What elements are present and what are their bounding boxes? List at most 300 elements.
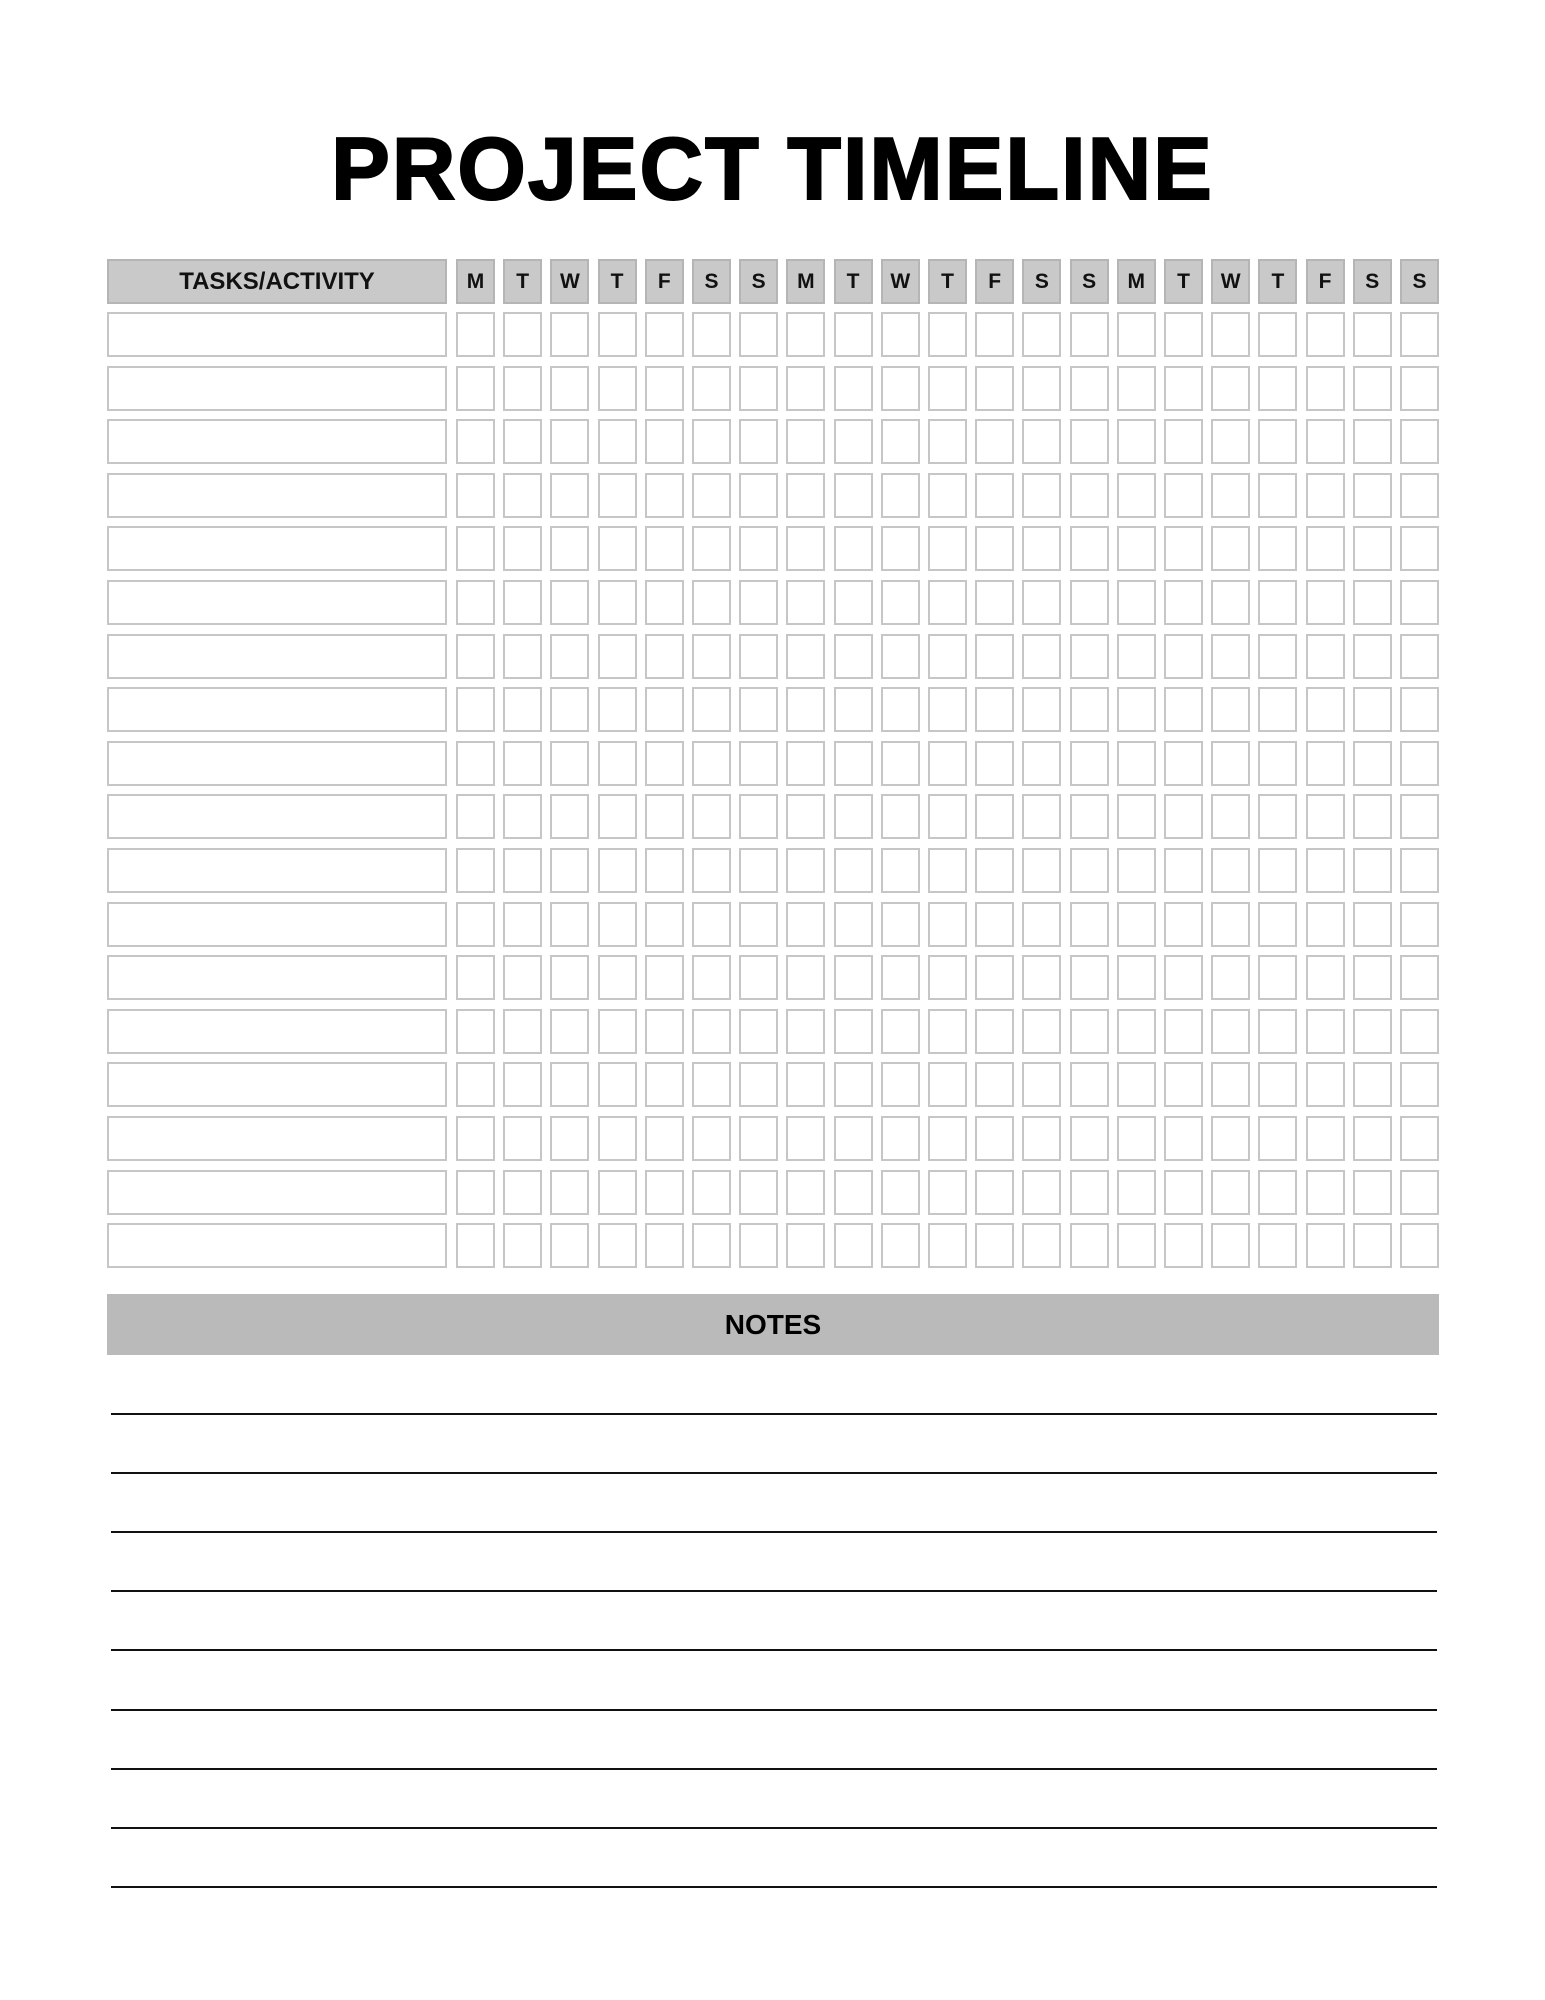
day-checkbox[interactable] — [739, 902, 778, 947]
day-checkbox[interactable] — [692, 366, 731, 411]
day-checkbox[interactable] — [739, 473, 778, 518]
day-checkbox[interactable] — [1117, 526, 1156, 571]
day-checkbox[interactable] — [1400, 634, 1439, 679]
day-checkbox[interactable] — [503, 634, 542, 679]
day-checkbox[interactable] — [1211, 1009, 1250, 1054]
day-checkbox[interactable] — [456, 1170, 495, 1215]
task-input[interactable] — [107, 526, 447, 571]
day-checkbox[interactable] — [550, 902, 589, 947]
day-checkbox[interactable] — [456, 1223, 495, 1268]
day-checkbox[interactable] — [645, 312, 684, 357]
day-checkbox[interactable] — [645, 848, 684, 893]
day-checkbox[interactable] — [645, 687, 684, 732]
note-line[interactable] — [111, 1768, 1437, 1770]
task-input[interactable] — [107, 366, 447, 411]
day-checkbox[interactable] — [1258, 473, 1297, 518]
day-checkbox[interactable] — [1400, 1223, 1439, 1268]
day-checkbox[interactable] — [1258, 687, 1297, 732]
day-checkbox[interactable] — [550, 526, 589, 571]
day-checkbox[interactable] — [975, 1223, 1014, 1268]
day-checkbox[interactable] — [1117, 1062, 1156, 1107]
day-checkbox[interactable] — [550, 741, 589, 786]
day-checkbox[interactable] — [645, 1062, 684, 1107]
day-checkbox[interactable] — [1070, 1223, 1109, 1268]
day-checkbox[interactable] — [739, 955, 778, 1000]
day-checkbox[interactable] — [598, 1009, 637, 1054]
day-checkbox[interactable] — [692, 1223, 731, 1268]
day-checkbox[interactable] — [975, 848, 1014, 893]
day-checkbox[interactable] — [1022, 1223, 1061, 1268]
day-checkbox[interactable] — [975, 955, 1014, 1000]
task-input[interactable] — [107, 687, 447, 732]
day-checkbox[interactable] — [786, 1223, 825, 1268]
day-checkbox[interactable] — [598, 1062, 637, 1107]
day-checkbox[interactable] — [1353, 848, 1392, 893]
day-checkbox[interactable] — [598, 366, 637, 411]
day-checkbox[interactable] — [1211, 848, 1250, 893]
task-input[interactable] — [107, 955, 447, 1000]
day-checkbox[interactable] — [550, 634, 589, 679]
day-checkbox[interactable] — [1022, 955, 1061, 1000]
note-line[interactable] — [111, 1413, 1437, 1415]
day-checkbox[interactable] — [692, 473, 731, 518]
day-checkbox[interactable] — [503, 1009, 542, 1054]
day-checkbox[interactable] — [881, 1009, 920, 1054]
task-input[interactable] — [107, 1062, 447, 1107]
day-checkbox[interactable] — [1306, 687, 1345, 732]
day-checkbox[interactable] — [928, 794, 967, 839]
day-checkbox[interactable] — [1400, 794, 1439, 839]
day-checkbox[interactable] — [1164, 1116, 1203, 1161]
day-checkbox[interactable] — [1400, 687, 1439, 732]
day-checkbox[interactable] — [881, 955, 920, 1000]
day-checkbox[interactable] — [739, 580, 778, 625]
day-checkbox[interactable] — [1258, 1009, 1297, 1054]
task-input[interactable] — [107, 902, 447, 947]
day-checkbox[interactable] — [550, 955, 589, 1000]
note-line[interactable] — [111, 1827, 1437, 1829]
day-checkbox[interactable] — [550, 1116, 589, 1161]
day-checkbox[interactable] — [928, 312, 967, 357]
day-checkbox[interactable] — [550, 1223, 589, 1268]
day-checkbox[interactable] — [692, 1009, 731, 1054]
day-checkbox[interactable] — [786, 312, 825, 357]
day-checkbox[interactable] — [881, 312, 920, 357]
day-checkbox[interactable] — [550, 473, 589, 518]
day-checkbox[interactable] — [1258, 1116, 1297, 1161]
day-checkbox[interactable] — [692, 955, 731, 1000]
day-checkbox[interactable] — [456, 526, 495, 571]
note-line[interactable] — [111, 1709, 1437, 1711]
day-checkbox[interactable] — [645, 419, 684, 464]
day-checkbox[interactable] — [1306, 1223, 1345, 1268]
day-checkbox[interactable] — [692, 526, 731, 571]
day-checkbox[interactable] — [692, 848, 731, 893]
day-checkbox[interactable] — [1258, 794, 1297, 839]
day-checkbox[interactable] — [739, 366, 778, 411]
day-checkbox[interactable] — [1211, 1223, 1250, 1268]
day-checkbox[interactable] — [550, 366, 589, 411]
day-checkbox[interactable] — [928, 1116, 967, 1161]
day-checkbox[interactable] — [1306, 1062, 1345, 1107]
day-checkbox[interactable] — [550, 1062, 589, 1107]
day-checkbox[interactable] — [1117, 794, 1156, 839]
day-checkbox[interactable] — [1070, 1116, 1109, 1161]
day-checkbox[interactable] — [503, 902, 542, 947]
day-checkbox[interactable] — [1353, 312, 1392, 357]
day-checkbox[interactable] — [598, 1116, 637, 1161]
day-checkbox[interactable] — [1070, 366, 1109, 411]
day-checkbox[interactable] — [1258, 848, 1297, 893]
day-checkbox[interactable] — [1022, 366, 1061, 411]
day-checkbox[interactable] — [1353, 1170, 1392, 1215]
day-checkbox[interactable] — [881, 1223, 920, 1268]
day-checkbox[interactable] — [928, 366, 967, 411]
day-checkbox[interactable] — [834, 848, 873, 893]
day-checkbox[interactable] — [1353, 366, 1392, 411]
day-checkbox[interactable] — [1022, 580, 1061, 625]
day-checkbox[interactable] — [645, 1116, 684, 1161]
day-checkbox[interactable] — [1353, 419, 1392, 464]
day-checkbox[interactable] — [456, 1009, 495, 1054]
day-checkbox[interactable] — [1211, 1062, 1250, 1107]
day-checkbox[interactable] — [834, 1223, 873, 1268]
day-checkbox[interactable] — [928, 1223, 967, 1268]
day-checkbox[interactable] — [1211, 473, 1250, 518]
day-checkbox[interactable] — [1070, 1170, 1109, 1215]
day-checkbox[interactable] — [928, 526, 967, 571]
day-checkbox[interactable] — [1353, 794, 1392, 839]
day-checkbox[interactable] — [692, 312, 731, 357]
day-checkbox[interactable] — [1353, 955, 1392, 1000]
day-checkbox[interactable] — [1211, 741, 1250, 786]
day-checkbox[interactable] — [1306, 902, 1345, 947]
day-checkbox[interactable] — [1117, 955, 1156, 1000]
day-checkbox[interactable] — [834, 687, 873, 732]
day-checkbox[interactable] — [503, 741, 542, 786]
day-checkbox[interactable] — [1211, 902, 1250, 947]
task-input[interactable] — [107, 794, 447, 839]
note-line[interactable] — [111, 1649, 1437, 1651]
day-checkbox[interactable] — [456, 741, 495, 786]
day-checkbox[interactable] — [786, 473, 825, 518]
day-checkbox[interactable] — [834, 1062, 873, 1107]
day-checkbox[interactable] — [975, 1062, 1014, 1107]
task-input[interactable] — [107, 312, 447, 357]
day-checkbox[interactable] — [456, 634, 495, 679]
day-checkbox[interactable] — [692, 1170, 731, 1215]
day-checkbox[interactable] — [834, 902, 873, 947]
day-checkbox[interactable] — [1400, 848, 1439, 893]
day-checkbox[interactable] — [645, 473, 684, 518]
day-checkbox[interactable] — [456, 794, 495, 839]
day-checkbox[interactable] — [1258, 312, 1297, 357]
day-checkbox[interactable] — [503, 955, 542, 1000]
day-checkbox[interactable] — [1400, 1170, 1439, 1215]
day-checkbox[interactable] — [1117, 634, 1156, 679]
day-checkbox[interactable] — [1400, 1116, 1439, 1161]
day-checkbox[interactable] — [1022, 1170, 1061, 1215]
day-checkbox[interactable] — [550, 580, 589, 625]
day-checkbox[interactable] — [1353, 473, 1392, 518]
day-checkbox[interactable] — [786, 902, 825, 947]
day-checkbox[interactable] — [1070, 312, 1109, 357]
day-checkbox[interactable] — [1306, 419, 1345, 464]
day-checkbox[interactable] — [739, 1223, 778, 1268]
day-checkbox[interactable] — [739, 312, 778, 357]
day-checkbox[interactable] — [1022, 794, 1061, 839]
day-checkbox[interactable] — [1400, 312, 1439, 357]
day-checkbox[interactable] — [975, 1009, 1014, 1054]
day-checkbox[interactable] — [1258, 419, 1297, 464]
day-checkbox[interactable] — [1211, 366, 1250, 411]
day-checkbox[interactable] — [881, 473, 920, 518]
day-checkbox[interactable] — [598, 794, 637, 839]
day-checkbox[interactable] — [692, 419, 731, 464]
day-checkbox[interactable] — [1022, 312, 1061, 357]
day-checkbox[interactable] — [1211, 1116, 1250, 1161]
day-checkbox[interactable] — [834, 1170, 873, 1215]
day-checkbox[interactable] — [928, 687, 967, 732]
day-checkbox[interactable] — [881, 794, 920, 839]
day-checkbox[interactable] — [834, 741, 873, 786]
day-checkbox[interactable] — [1070, 1009, 1109, 1054]
day-checkbox[interactable] — [739, 419, 778, 464]
day-checkbox[interactable] — [456, 312, 495, 357]
day-checkbox[interactable] — [786, 366, 825, 411]
day-checkbox[interactable] — [598, 1223, 637, 1268]
day-checkbox[interactable] — [928, 634, 967, 679]
day-checkbox[interactable] — [1164, 312, 1203, 357]
day-checkbox[interactable] — [1070, 526, 1109, 571]
day-checkbox[interactable] — [975, 1116, 1014, 1161]
day-checkbox[interactable] — [645, 794, 684, 839]
day-checkbox[interactable] — [1022, 1062, 1061, 1107]
day-checkbox[interactable] — [881, 419, 920, 464]
day-checkbox[interactable] — [881, 687, 920, 732]
day-checkbox[interactable] — [1211, 1170, 1250, 1215]
day-checkbox[interactable] — [1400, 1062, 1439, 1107]
day-checkbox[interactable] — [928, 848, 967, 893]
day-checkbox[interactable] — [834, 526, 873, 571]
task-input[interactable] — [107, 1009, 447, 1054]
day-checkbox[interactable] — [739, 794, 778, 839]
day-checkbox[interactable] — [550, 848, 589, 893]
day-checkbox[interactable] — [550, 312, 589, 357]
day-checkbox[interactable] — [1400, 366, 1439, 411]
day-checkbox[interactable] — [1353, 1009, 1392, 1054]
day-checkbox[interactable] — [1306, 473, 1345, 518]
day-checkbox[interactable] — [598, 634, 637, 679]
day-checkbox[interactable] — [503, 794, 542, 839]
day-checkbox[interactable] — [1400, 902, 1439, 947]
day-checkbox[interactable] — [975, 794, 1014, 839]
day-checkbox[interactable] — [975, 473, 1014, 518]
day-checkbox[interactable] — [1353, 1223, 1392, 1268]
day-checkbox[interactable] — [1306, 526, 1345, 571]
day-checkbox[interactable] — [786, 1170, 825, 1215]
day-checkbox[interactable] — [1164, 1170, 1203, 1215]
day-checkbox[interactable] — [598, 473, 637, 518]
day-checkbox[interactable] — [1258, 1170, 1297, 1215]
day-checkbox[interactable] — [1306, 955, 1345, 1000]
day-checkbox[interactable] — [975, 366, 1014, 411]
day-checkbox[interactable] — [1353, 1116, 1392, 1161]
day-checkbox[interactable] — [739, 848, 778, 893]
day-checkbox[interactable] — [598, 526, 637, 571]
day-checkbox[interactable] — [1353, 902, 1392, 947]
day-checkbox[interactable] — [1164, 580, 1203, 625]
day-checkbox[interactable] — [1306, 794, 1345, 839]
day-checkbox[interactable] — [1400, 1009, 1439, 1054]
note-line[interactable] — [111, 1472, 1437, 1474]
day-checkbox[interactable] — [503, 1223, 542, 1268]
day-checkbox[interactable] — [1353, 634, 1392, 679]
day-checkbox[interactable] — [550, 1009, 589, 1054]
day-checkbox[interactable] — [928, 419, 967, 464]
day-checkbox[interactable] — [975, 902, 1014, 947]
day-checkbox[interactable] — [1258, 526, 1297, 571]
day-checkbox[interactable] — [503, 366, 542, 411]
day-checkbox[interactable] — [881, 1116, 920, 1161]
day-checkbox[interactable] — [645, 1009, 684, 1054]
day-checkbox[interactable] — [1070, 848, 1109, 893]
day-checkbox[interactable] — [598, 687, 637, 732]
day-checkbox[interactable] — [1258, 634, 1297, 679]
day-checkbox[interactable] — [1022, 634, 1061, 679]
note-line[interactable] — [111, 1886, 1437, 1888]
day-checkbox[interactable] — [645, 1170, 684, 1215]
day-checkbox[interactable] — [645, 366, 684, 411]
day-checkbox[interactable] — [1117, 312, 1156, 357]
day-checkbox[interactable] — [786, 955, 825, 1000]
day-checkbox[interactable] — [1306, 634, 1345, 679]
day-checkbox[interactable] — [1022, 473, 1061, 518]
day-checkbox[interactable] — [1117, 580, 1156, 625]
day-checkbox[interactable] — [456, 848, 495, 893]
day-checkbox[interactable] — [1258, 741, 1297, 786]
day-checkbox[interactable] — [1117, 687, 1156, 732]
day-checkbox[interactable] — [1070, 1062, 1109, 1107]
day-checkbox[interactable] — [1306, 312, 1345, 357]
day-checkbox[interactable] — [975, 1170, 1014, 1215]
day-checkbox[interactable] — [786, 1062, 825, 1107]
day-checkbox[interactable] — [645, 1223, 684, 1268]
day-checkbox[interactable] — [598, 848, 637, 893]
note-line[interactable] — [111, 1531, 1437, 1533]
day-checkbox[interactable] — [1022, 902, 1061, 947]
day-checkbox[interactable] — [503, 1116, 542, 1161]
day-checkbox[interactable] — [928, 1009, 967, 1054]
day-checkbox[interactable] — [1070, 902, 1109, 947]
day-checkbox[interactable] — [975, 526, 1014, 571]
day-checkbox[interactable] — [1070, 687, 1109, 732]
day-checkbox[interactable] — [1353, 526, 1392, 571]
day-checkbox[interactable] — [928, 902, 967, 947]
day-checkbox[interactable] — [1022, 848, 1061, 893]
day-checkbox[interactable] — [645, 902, 684, 947]
day-checkbox[interactable] — [645, 741, 684, 786]
day-checkbox[interactable] — [834, 580, 873, 625]
day-checkbox[interactable] — [1070, 794, 1109, 839]
day-checkbox[interactable] — [881, 1170, 920, 1215]
day-checkbox[interactable] — [1306, 580, 1345, 625]
day-checkbox[interactable] — [598, 419, 637, 464]
day-checkbox[interactable] — [881, 848, 920, 893]
day-checkbox[interactable] — [786, 687, 825, 732]
task-input[interactable] — [107, 1116, 447, 1161]
day-checkbox[interactable] — [1164, 741, 1203, 786]
day-checkbox[interactable] — [739, 1170, 778, 1215]
day-checkbox[interactable] — [1353, 1062, 1392, 1107]
day-checkbox[interactable] — [1117, 848, 1156, 893]
day-checkbox[interactable] — [786, 580, 825, 625]
task-input[interactable] — [107, 473, 447, 518]
day-checkbox[interactable] — [1070, 634, 1109, 679]
day-checkbox[interactable] — [1400, 473, 1439, 518]
task-input[interactable] — [107, 1170, 447, 1215]
day-checkbox[interactable] — [928, 473, 967, 518]
day-checkbox[interactable] — [786, 1009, 825, 1054]
task-input[interactable] — [107, 419, 447, 464]
day-checkbox[interactable] — [456, 419, 495, 464]
day-checkbox[interactable] — [1117, 1223, 1156, 1268]
day-checkbox[interactable] — [1022, 1009, 1061, 1054]
day-checkbox[interactable] — [456, 366, 495, 411]
day-checkbox[interactable] — [1211, 580, 1250, 625]
day-checkbox[interactable] — [1258, 366, 1297, 411]
day-checkbox[interactable] — [1117, 473, 1156, 518]
day-checkbox[interactable] — [1164, 848, 1203, 893]
day-checkbox[interactable] — [1164, 1223, 1203, 1268]
day-checkbox[interactable] — [1400, 955, 1439, 1000]
task-input[interactable] — [107, 1223, 447, 1268]
day-checkbox[interactable] — [1353, 580, 1392, 625]
day-checkbox[interactable] — [975, 634, 1014, 679]
day-checkbox[interactable] — [881, 902, 920, 947]
day-checkbox[interactable] — [456, 902, 495, 947]
day-checkbox[interactable] — [692, 687, 731, 732]
day-checkbox[interactable] — [834, 794, 873, 839]
day-checkbox[interactable] — [692, 794, 731, 839]
day-checkbox[interactable] — [881, 580, 920, 625]
day-checkbox[interactable] — [1117, 1116, 1156, 1161]
task-input[interactable] — [107, 848, 447, 893]
day-checkbox[interactable] — [881, 366, 920, 411]
day-checkbox[interactable] — [456, 1116, 495, 1161]
day-checkbox[interactable] — [739, 687, 778, 732]
day-checkbox[interactable] — [598, 955, 637, 1000]
day-checkbox[interactable] — [456, 473, 495, 518]
day-checkbox[interactable] — [1306, 1170, 1345, 1215]
day-checkbox[interactable] — [503, 526, 542, 571]
day-checkbox[interactable] — [692, 634, 731, 679]
day-checkbox[interactable] — [786, 741, 825, 786]
day-checkbox[interactable] — [1164, 1062, 1203, 1107]
day-checkbox[interactable] — [1164, 794, 1203, 839]
day-checkbox[interactable] — [1117, 741, 1156, 786]
day-checkbox[interactable] — [1164, 473, 1203, 518]
day-checkbox[interactable] — [503, 848, 542, 893]
day-checkbox[interactable] — [834, 312, 873, 357]
day-checkbox[interactable] — [1164, 366, 1203, 411]
day-checkbox[interactable] — [1211, 794, 1250, 839]
day-checkbox[interactable] — [1117, 1009, 1156, 1054]
day-checkbox[interactable] — [503, 687, 542, 732]
day-checkbox[interactable] — [645, 634, 684, 679]
day-checkbox[interactable] — [834, 366, 873, 411]
day-checkbox[interactable] — [1211, 634, 1250, 679]
